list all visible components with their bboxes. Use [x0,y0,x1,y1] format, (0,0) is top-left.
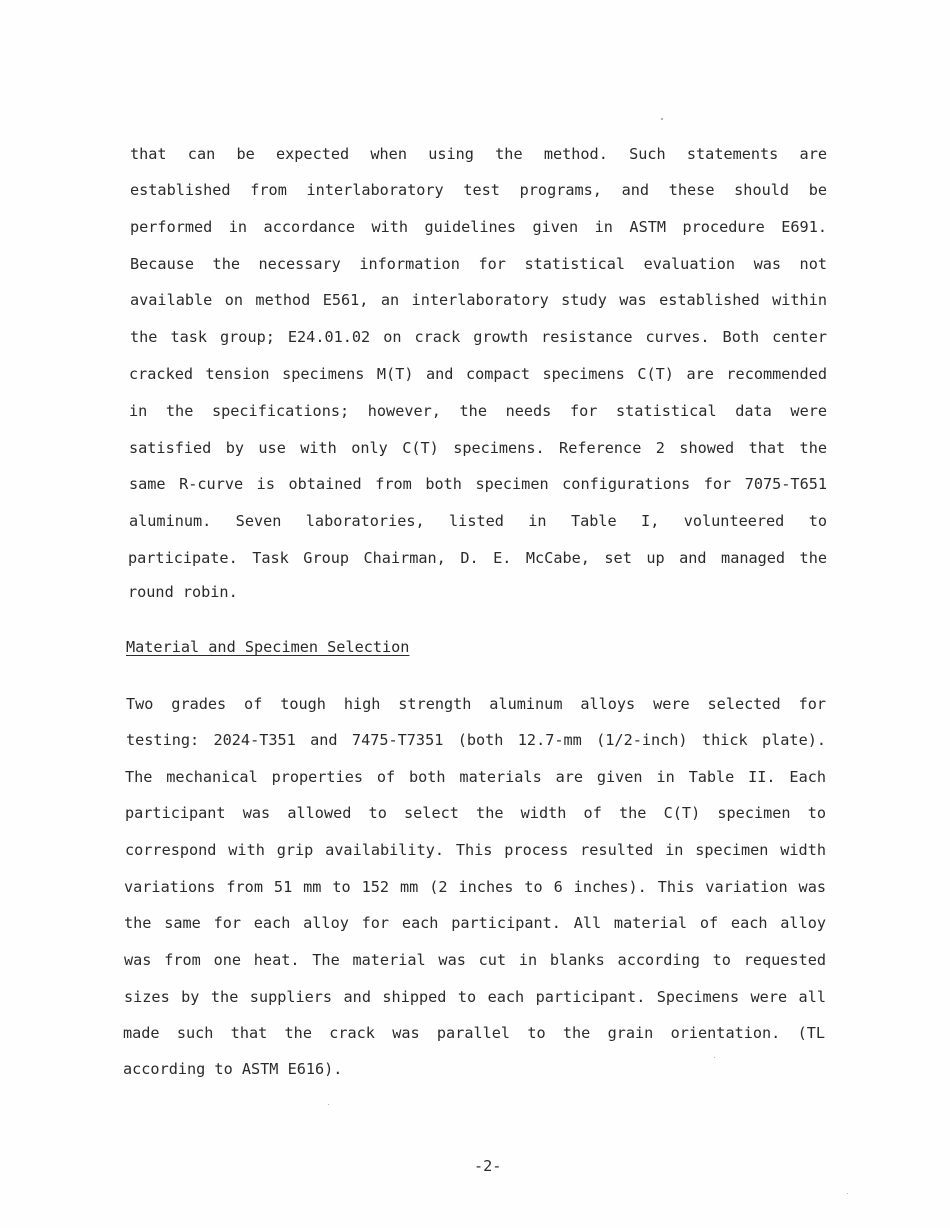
text-line: correspond with grip availability. This process resulted in specimen width [125,841,826,859]
text-line: sizes by the suppliers and shipped to each participant. Specimens were all [124,988,826,1006]
text-line: available on method E561, an interlaboratory study was established within [130,291,827,309]
text-line: satisfied by use with only C(T) specimens. Reference 2 showed that the [129,439,827,457]
text-line: testing: 2024-T351 and 7475-T7351 (both 12.7-mm (1/2-inch) thick plate). [126,731,826,749]
text-line: made such that the crack was parallel to the grain orientation. (TL [123,1024,825,1042]
text-line: participate. Task Group Chairman, D. E. McCabe, set up and managed the [128,549,827,567]
text-line: aluminum. Seven laboratories, listed in Table I, volunteered to [129,512,827,530]
text-line: established from interlaboratory test programs, and these should be [130,181,827,199]
scan-speck [661,118,663,120]
page-number: -2- [474,1157,502,1175]
text-line: was from one heat. The material was cut in blanks according to requested [124,951,826,969]
text-line: round robin. [128,583,238,601]
text-line: the same for each alloy for each participant. All material of each alloy [124,914,826,932]
text-line: same R-curve is obtained from both specimen configurations for 7075-T651 [129,475,827,493]
scan-speck [328,1104,329,1105]
text-line: performed in accordance with guidelines given in ASTM procedure E691. [130,218,827,236]
scan-speck [847,1193,848,1194]
text-line: variations from 51 mm to 152 mm (2 inches to 6 inches). This variation was [124,878,826,896]
scan-speck [714,1057,715,1058]
text-line: Because the necessary information for statistical evaluation was not [130,255,827,273]
text-line: The mechanical properties of both materials are given in Table II. Each [125,768,826,786]
text-line: that can be expected when using the method. Such statements are [130,145,827,163]
section-heading: Material and Specimen Selection [126,638,410,656]
text-line: cracked tension specimens M(T) and compact specimens C(T) are recommended [129,365,827,383]
text-line: Two grades of tough high strength aluminum alloys were selected for [126,695,826,713]
text-line: according to ASTM E616). [123,1060,343,1078]
text-line: the task group; E24.01.02 on crack growth resistance curves. Both center [130,328,827,346]
text-line: participant was allowed to select the width of the C(T) specimen to [125,804,826,822]
text-line: in the specifications; however, the needs for statistical data were [129,402,827,420]
